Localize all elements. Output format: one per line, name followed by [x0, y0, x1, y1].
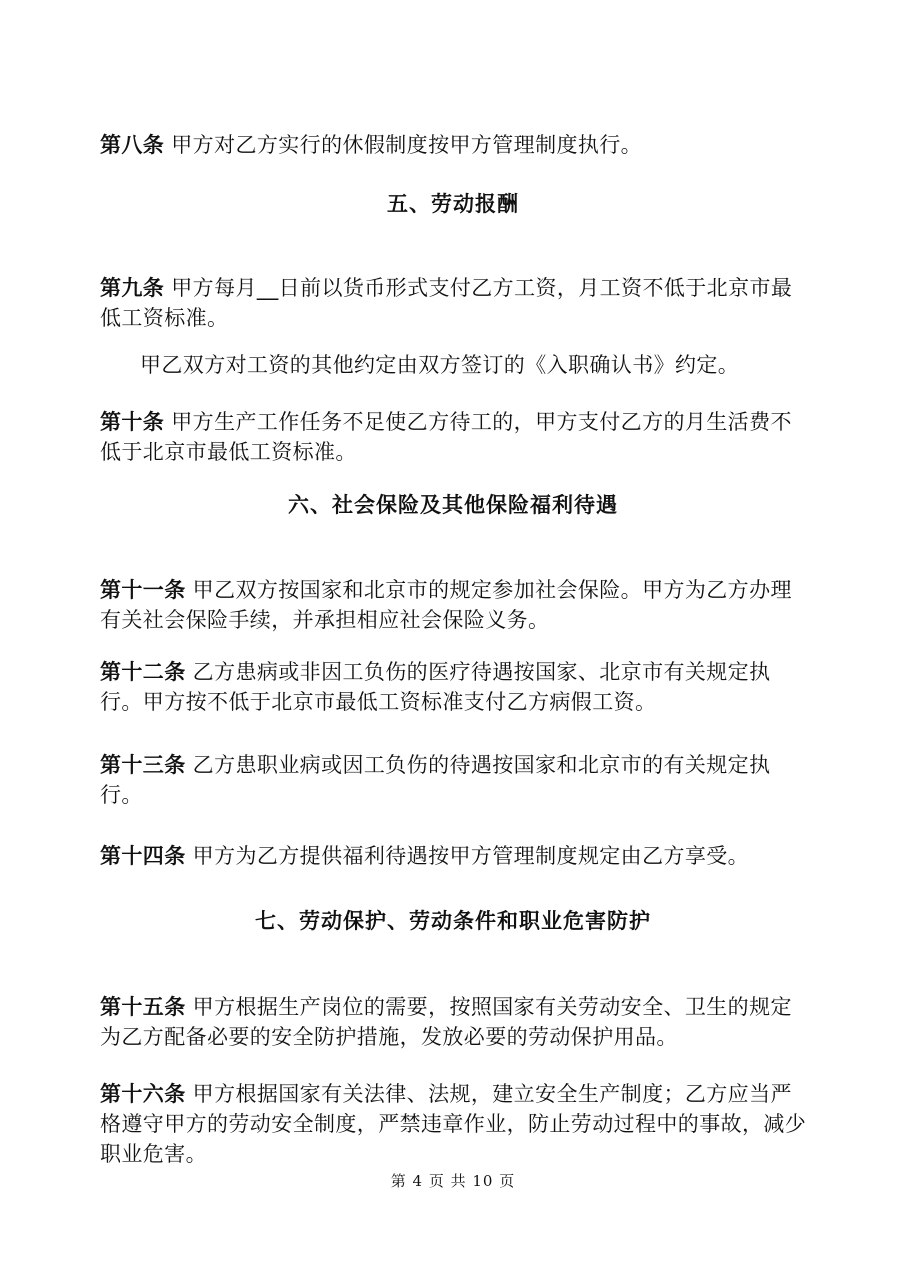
- article-14: [100, 841, 812, 871]
- article-label: 第十一条: [100, 578, 186, 602]
- article-text: 甲方为乙方提供福利待遇按甲方管理制度规定由乙方享受。: [185, 844, 750, 868]
- article-label: 第十三条: [100, 753, 186, 777]
- article-text: 甲方根据生产岗位的需要，按照国家有关劳动安全、卫生的规定为乙方配备必要的安全防护措施，发放必要的劳动保护用品。: [100, 995, 792, 1049]
- article-16: [100, 1079, 812, 1169]
- article-11: [100, 575, 812, 635]
- article-8: [100, 130, 812, 160]
- article-9-paragraph-2: [100, 350, 812, 380]
- article-text: 甲乙双方对工资的其他约定由双方签订的《入职确认书》约定。: [140, 353, 740, 377]
- article-text: 甲方根据国家有关法律、法规，建立安全生产制度；乙方应当严格遵守甲方的劳动安全制度，严禁违章作业，防止劳动过程中的事故，减少职业危害。: [100, 1082, 807, 1166]
- article-text: 甲方生产工作任务不足使乙方待工的，甲方支付乙方的月生活费不低于北京市最低工资标准。: [100, 410, 792, 464]
- article-text: 甲乙双方按国家和北京市的规定参加社会保险。甲方为乙方办理有关社会保险手续，并承担相应社会保险义务。: [100, 578, 792, 632]
- section-heading-6: 六、社会保险及其他保险福利待遇: [288, 493, 618, 517]
- article-9: [100, 273, 812, 333]
- article-text: 乙方患职业病或因工负伤的待遇按国家和北京市的有关规定执行。: [100, 753, 771, 807]
- article-12: [100, 657, 812, 717]
- article-label: 第十四条: [100, 844, 186, 868]
- article-15: [100, 992, 812, 1052]
- article-10: [100, 407, 812, 467]
- article-13: [100, 750, 812, 810]
- article-text: 乙方患病或非因工负伤的医疗待遇按国家、北京市有关规定执行。甲方按不低于北京市最低工资标准支付乙方病假工资。: [100, 660, 771, 714]
- page-number-footer: 第 4 页 共 10 页: [390, 1172, 516, 1190]
- article-label: 第十六条: [100, 1082, 186, 1106]
- article-text: 甲方对乙方实行的休假制度按甲方管理制度执行。: [164, 133, 643, 157]
- article-label: 第九条: [100, 276, 165, 300]
- article-label: 第十条: [100, 410, 165, 434]
- article-label: 第十五条: [100, 995, 186, 1019]
- section-heading-7: 七、劳动保护、劳动条件和职业危害防护: [255, 909, 651, 933]
- article-label: 第八条: [100, 133, 165, 157]
- section-heading-5: 五、劳动报酬: [387, 192, 519, 216]
- article-label: 第十二条: [100, 660, 186, 684]
- article-text: 甲方每月__日前以货币形式支付乙方工资，月工资不低于北京市最低工资标准。: [100, 276, 793, 330]
